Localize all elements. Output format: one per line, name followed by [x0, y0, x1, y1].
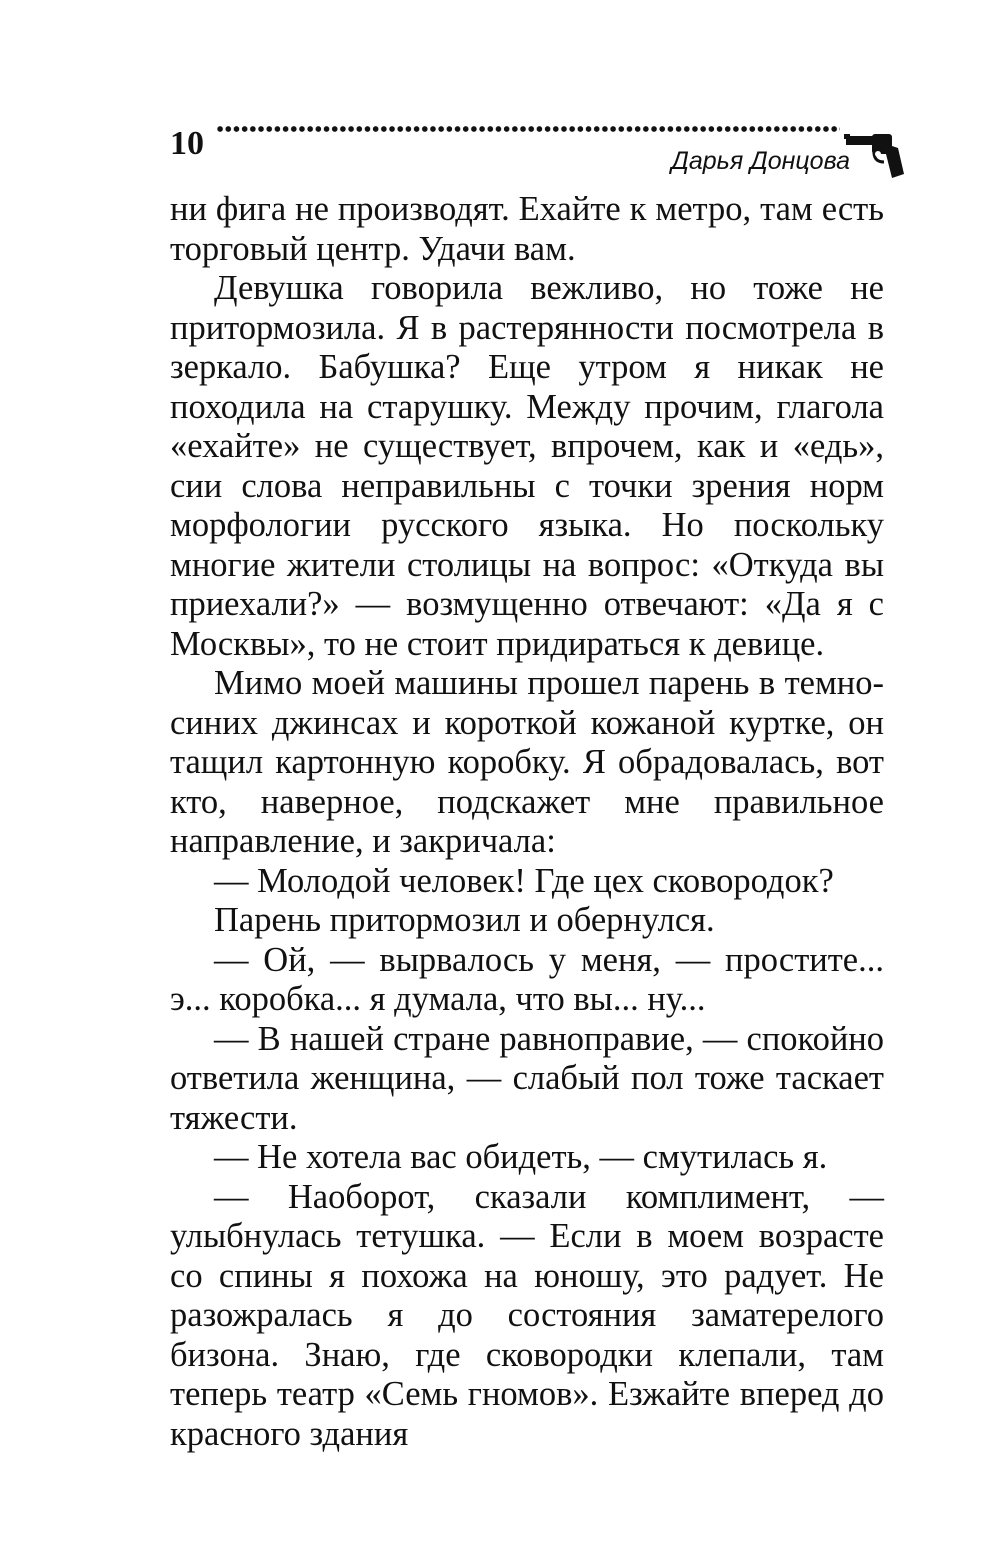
- paragraph: — В нашей стране равноправие, — спокойно ответила женщина, — слабый пол тоже таскает тяжести.: [170, 1019, 884, 1137]
- paragraph: Мимо моей машины прошел парень в темно-синих джинсах и короткой кожаной куртке, он тащил картонную коробку. Я обрадовалась, вот кто, наверное, подскажет мне правильное направление, и закричала:: [170, 664, 884, 860]
- paragraph: — Молодой человек! Где цех сковородок?: [214, 861, 834, 900]
- paragraph: Парень притормозил и обернулся.: [214, 901, 715, 939]
- revolver-icon: [842, 124, 906, 188]
- page-number: 10: [170, 125, 204, 162]
- page-body: [170, 190, 884, 1454]
- paragraph: — Не хотела вас обидеть, — смутилась я.: [214, 1138, 828, 1176]
- paragraph: Девушка говорила вежливо, но тоже не притормозила. Я в растерянности посмотрела в зеркало. Бабушка? Еще утром я никак не походила на старушку. Между прочим, глагола «ехайте» не существует, впрочем, как и «едь», сии слова неправильны с точки зрения норм морфологии русского языка. Но поскольку многие жители столицы на вопрос: «Откуда вы приехали?» — возмущенно отвечают: «Да я с Москвы», то не стоит придираться к девице.: [170, 269, 884, 663]
- paragraph: ни фига не производят. Ехайте к метро, там есть торговый центр. Удачи вам.: [170, 190, 884, 268]
- running-head-author: Дарья Донцова: [671, 147, 850, 175]
- paragraph: — Наоборот, сказали комплимент, — улыбнулась тетушка. — Если в моем возрасте со спины я похожа на юношу, это радует. Не разожралась я до состояния заматерелого бизона. Знаю, где сковородки клепали, там теперь театр «Семь гномов». Езжайте вперед до красного здания: [170, 1177, 884, 1453]
- paragraph: — Ой, — вырвалось у меня, — простите... э... коробка... я думала, что вы... ну...: [170, 940, 884, 1018]
- dot-leader: [216, 122, 840, 136]
